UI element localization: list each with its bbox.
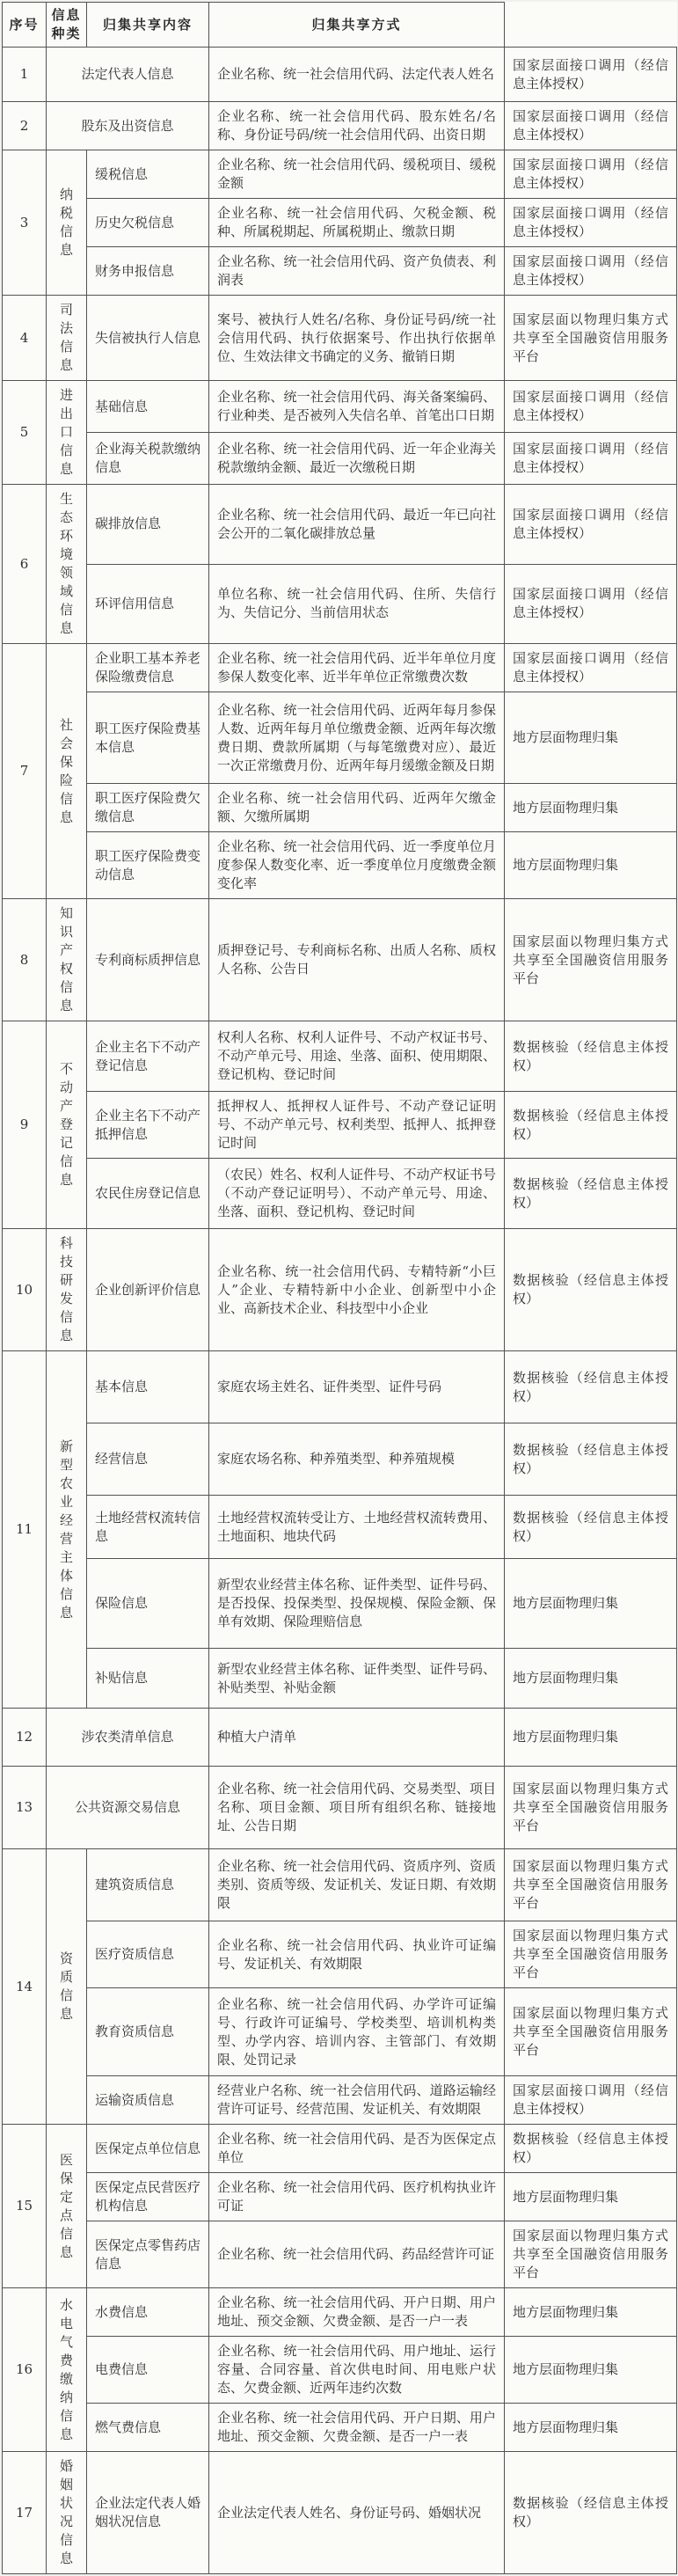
content-cell: 经营业户名称、统一社会信用代码、道路运输经营许可证号、经营范围、发证机关、有效期限 (209, 2076, 505, 2125)
content-cell: 新型农业经营主体名称、证件类型、证件号码、是否投保、投保类型、投保规模、保险金额、保单有效期、保险理赔信息 (209, 1559, 505, 1649)
table-row (3, 1709, 677, 1767)
seq-cell: 8 (3, 899, 47, 1021)
content-cell: 质押登记号、专利商标名称、出质人名称、质权人名称、公告日 (209, 899, 505, 1021)
seq-cell: 16 (3, 2288, 47, 2452)
subcategory-cell: 建筑资质信息 (87, 1849, 209, 1921)
seq-cell: 5 (3, 381, 47, 485)
content-cell: 企业名称、统一社会信用代码、海关备案编码、行业种类、是否被列入失信名单、首笔出口日期 (209, 381, 505, 433)
seq-cell: 7 (3, 644, 47, 899)
method-cell: 数据核验（经信息主体授权） (505, 1351, 677, 1423)
method-cell: 地方层面物理归集 (505, 1649, 677, 1709)
seq-cell: 1 (3, 48, 47, 102)
content-cell: 案号、被执行人姓名/名称、身份证号码/统一社会信用代码、执行依据案号、作出执行依据单位、生效法律文书确定的义务、撤销日期 (209, 296, 505, 381)
content-cell: 企业名称、统一社会信用代码、近一季度单位月度参保人数变化率、近一季度单位月度缴费金额变化率 (209, 832, 505, 899)
content-cell: 家庭农场名称、种养殖类型、种养殖规模 (209, 1423, 505, 1496)
category-cell: 进出口信息 (47, 381, 87, 485)
subcategory-cell: 历史欠税信息 (87, 199, 209, 247)
content-cell: 企业名称、统一社会信用代码、资质序列、资质类别、资质等级、发证机关、发证日期、有效期限 (209, 1849, 505, 1921)
table-row (3, 1559, 677, 1649)
content-cell: 企业名称、统一社会信用代码、近一年企业海关税款缴纳金额、最近一次缴税日期 (209, 433, 505, 485)
subcategory-cell: 失信被执行人信息 (87, 296, 209, 381)
table-row (3, 1021, 677, 1092)
subcategory-cell: 医保定点单位信息 (87, 2125, 209, 2173)
table-row (3, 899, 677, 1021)
column-header-1: 信息种类 (47, 3, 87, 48)
subcategory-cell: 水费信息 (87, 2288, 209, 2337)
method-cell: 国家层面接口调用（经信息主体授权） (505, 644, 677, 692)
category-cell: 新型农业经营主体信息 (47, 1351, 87, 1709)
subcategory-cell: 碳排放信息 (87, 485, 209, 565)
content-cell: 权利人名称、权利人证件号、不动产权证书号、不动产单元号、用途、坐落、面积、使用期限、登记机构、登记时间 (209, 1021, 505, 1092)
info-collection-table (2, 2, 677, 2574)
content-cell: 企业名称、统一社会信用代码、医疗机构执业许可证 (209, 2173, 505, 2221)
subcategory-cell: 补贴信息 (87, 1649, 209, 1709)
table-row (3, 2221, 677, 2288)
subcategory-cell: 职工医疗保险费变动信息 (87, 832, 209, 899)
method-cell: 国家层面接口调用（经信息主体授权） (505, 199, 677, 247)
table-row (3, 1767, 677, 1849)
table-row (3, 1649, 677, 1709)
seq-cell: 15 (3, 2125, 47, 2288)
method-cell: 国家层面接口调用（经信息主体授权） (505, 564, 677, 644)
column-header-2: 归集共享内容 (87, 3, 209, 48)
subcategory-cell: 缓税信息 (87, 150, 209, 199)
subcategory-cell: 基础信息 (87, 381, 209, 433)
table-row (3, 1351, 677, 1423)
method-cell: 数据核验（经信息主体授权） (505, 2125, 677, 2173)
table-row (3, 381, 677, 433)
method-cell: 数据核验（经信息主体授权） (505, 1229, 677, 1351)
subcategory-cell: 环评信用信息 (87, 564, 209, 644)
subcategory-cell: 财务申报信息 (87, 247, 209, 296)
seq-cell: 10 (3, 1229, 47, 1351)
subcategory-cell: 教育资质信息 (87, 1988, 209, 2076)
method-cell: 地方层面物理归集 (505, 1559, 677, 1649)
table-row (3, 644, 677, 692)
method-cell: 数据核验（经信息主体授权） (505, 1159, 677, 1229)
method-cell: 国家层面接口调用（经信息主体授权） (505, 485, 677, 565)
subcategory-cell: 职工医疗保险费基本信息 (87, 692, 209, 784)
table-row (3, 2125, 677, 2173)
content-cell: 企业名称、统一社会信用代码、股东姓名/名称、身份证号码/统一社会信用代码、出资日期 (209, 102, 505, 150)
method-cell: 地方层面物理归集 (505, 784, 677, 832)
column-header-0: 序号 (3, 3, 47, 48)
subcategory-cell: 企业法定代表人婚姻状况信息 (87, 2452, 209, 2574)
content-cell: 企业名称、统一社会信用代码、欠税金额、税种、所属税期起、所属税期止、缴款日期 (209, 199, 505, 247)
table-row (3, 1988, 677, 2076)
category-cell: 司法信息 (47, 296, 87, 381)
table-row (3, 1092, 677, 1159)
subcategory-cell: 医保定点民营医疗机构信息 (87, 2173, 209, 2221)
category-cell: 纳税信息 (47, 150, 87, 296)
seq-cell: 4 (3, 296, 47, 381)
category-cell: 公共资源交易信息 (47, 1767, 209, 1849)
method-cell: 地方层面物理归集 (505, 2337, 677, 2404)
content-cell: 家庭农场主姓名、证件类型、证件号码 (209, 1351, 505, 1423)
category-cell: 知识产权信息 (47, 899, 87, 1021)
table-body (3, 48, 677, 2574)
seq-cell: 13 (3, 1767, 47, 1849)
table-header (3, 3, 677, 48)
method-cell: 地方层面物理归集 (505, 692, 677, 784)
table-row (3, 433, 677, 485)
method-cell: 地方层面物理归集 (505, 1709, 677, 1767)
method-cell: 国家层面接口调用（经信息主体授权） (505, 48, 677, 102)
seq-cell: 14 (3, 1849, 47, 2125)
content-cell: 企业名称、统一社会信用代码、用户地址、运行容量、合同容量、首次供电时间、用电账户状态、欠费金额、近两年违约次数 (209, 2337, 505, 2404)
content-cell: 抵押权人、抵押权人证件号、不动产登记证明号、不动产单元号、权利类型、抵押人、抵押登记时间 (209, 1092, 505, 1159)
method-cell: 数据核验（经信息主体授权） (505, 1496, 677, 1559)
content-cell: 企业名称、统一社会信用代码、交易类型、项目名称、项目金额、项目所有组织名称、链接地址、公告日期 (209, 1767, 505, 1849)
category-cell: 医保定点信息 (47, 2125, 87, 2288)
subcategory-cell: 企业海关税款缴纳信息 (87, 433, 209, 485)
table-row (3, 2288, 677, 2337)
method-cell: 国家层面以物理归集方式共享至全国融资信用服务平台 (505, 899, 677, 1021)
content-cell: 企业名称、统一社会信用代码、法定代表人姓名 (209, 48, 505, 102)
category-cell: 资质信息 (47, 1849, 87, 2125)
table-row (3, 296, 677, 381)
method-cell: 数据核验（经信息主体授权） (505, 1092, 677, 1159)
column-header-3: 归集共享方式 (209, 3, 505, 48)
subcategory-cell: 企业创新评价信息 (87, 1229, 209, 1351)
category-cell: 股东及出资信息 (47, 102, 209, 150)
table-row (3, 1229, 677, 1351)
content-cell: 企业名称、统一社会信用代码、是否为医保定点单位 (209, 2125, 505, 2173)
table-row (3, 2404, 677, 2452)
table-row (3, 199, 677, 247)
table-row (3, 1921, 677, 1988)
table-row (3, 150, 677, 199)
method-cell: 地方层面物理归集 (505, 2404, 677, 2452)
method-cell: 国家层面接口调用（经信息主体授权） (505, 150, 677, 199)
table-row (3, 564, 677, 644)
table-row (3, 832, 677, 899)
seq-cell: 2 (3, 102, 47, 150)
header-row (3, 3, 677, 48)
method-cell: 国家层面接口调用（经信息主体授权） (505, 381, 677, 433)
subcategory-cell: 保险信息 (87, 1559, 209, 1649)
content-cell: 企业名称、统一社会信用代码、开户日期、用户地址、预交金额、欠费金额、是否一户一表 (209, 2404, 505, 2452)
method-cell: 国家层面以物理归集方式共享至全国融资信用服务平台 (505, 1849, 677, 1921)
content-cell: 新型农业经营主体名称、证件类型、证件号码、补贴类型、补贴金额 (209, 1649, 505, 1709)
table-row (3, 485, 677, 565)
table-row (3, 2173, 677, 2221)
content-cell: 土地经营权流转受让方、土地经营权流转费用、土地面积、地块代码 (209, 1496, 505, 1559)
method-cell: 国家层面接口调用（经信息主体授权） (505, 247, 677, 296)
category-cell: 社会保险信息 (47, 644, 87, 899)
table-row (3, 784, 677, 832)
method-cell: 国家层面接口调用（经信息主体授权） (505, 2076, 677, 2125)
subcategory-cell: 企业职工基本养老保险缴费信息 (87, 644, 209, 692)
seq-cell: 6 (3, 485, 47, 644)
seq-cell: 17 (3, 2452, 47, 2574)
table-row (3, 692, 677, 784)
subcategory-cell: 企业主名下不动产登记信息 (87, 1021, 209, 1092)
table-row (3, 1496, 677, 1559)
table-row (3, 102, 677, 150)
category-cell: 涉农类清单信息 (47, 1709, 209, 1767)
method-cell: 国家层面以物理归集方式共享至全国融资信用服务平台 (505, 1921, 677, 1988)
seq-cell: 11 (3, 1351, 47, 1709)
subcategory-cell: 企业主名下不动产抵押信息 (87, 1092, 209, 1159)
method-cell: 地方层面物理归集 (505, 832, 677, 899)
subcategory-cell: 基本信息 (87, 1351, 209, 1423)
table-row (3, 247, 677, 296)
method-cell: 数据核验（经信息主体授权） (505, 1423, 677, 1496)
table-row (3, 48, 677, 102)
category-cell: 不动产登记信息 (47, 1021, 87, 1229)
method-cell: 国家层面接口调用（经信息主体授权） (505, 102, 677, 150)
content-cell: 企业名称、统一社会信用代码、缓税项目、缓税金额 (209, 150, 505, 199)
method-cell: 国家层面以物理归集方式共享至全国融资信用服务平台 (505, 1767, 677, 1849)
seq-cell: 12 (3, 1709, 47, 1767)
content-cell: 企业名称、统一社会信用代码、开户日期、用户地址、预交金额、欠费金额、是否一户一表 (209, 2288, 505, 2337)
category-cell: 水电气费缴纳信息 (47, 2288, 87, 2452)
table-row (3, 2076, 677, 2125)
method-cell: 国家层面以物理归集方式共享至全国融资信用服务平台 (505, 296, 677, 381)
table-row (3, 2452, 677, 2574)
content-cell: 企业名称、统一社会信用代码、办学许可证编号、行政许可证编号、学校类型、培训机构类型、办学内容、培训内容、主管部门、有效期限、处罚记录 (209, 1988, 505, 2076)
category-cell: 法定代表人信息 (47, 48, 209, 102)
category-cell: 婚姻状况信息 (47, 2452, 87, 2574)
table-row (3, 1423, 677, 1496)
content-cell: 企业名称、统一社会信用代码、专精特新“小巨人”企业、专精特新中小企业、创新型中小企业、高新技术企业、科技型中小企业 (209, 1229, 505, 1351)
content-cell: （农民）姓名、权利人证件号、不动产权证书号（不动产登记证明号）、不动产单元号、用途、坐落、面积、登记机构、登记时间 (209, 1159, 505, 1229)
method-cell: 数据核验（经信息主体授权） (505, 1021, 677, 1092)
table-row (3, 2337, 677, 2404)
content-cell: 企业名称、统一社会信用代码、近两年欠缴金额、欠缴所属期 (209, 784, 505, 832)
content-cell: 企业名称、统一社会信用代码、药品经营许可证 (209, 2221, 505, 2288)
method-cell: 国家层面以物理归集方式共享至全国融资信用服务平台 (505, 2221, 677, 2288)
content-cell: 单位名称、统一社会信用代码、住所、失信行为、失信记分、当前信用状态 (209, 564, 505, 644)
content-cell: 企业名称、统一社会信用代码、近半年单位月度参保人数变化率、近半年单位正常缴费次数 (209, 644, 505, 692)
subcategory-cell: 医保定点零售药店信息 (87, 2221, 209, 2288)
content-cell: 种植大户清单 (209, 1709, 505, 1767)
category-cell: 科技研发信息 (47, 1229, 87, 1351)
content-cell: 企业名称、统一社会信用代码、近两年每月参保人数、近两年每月单位缴费金额、近两年每次缴费日期、费款所属期（与每笔缴费对应）、最近一次正常缴费月份、近两年每月缓缴金额及日期 (209, 692, 505, 784)
subcategory-cell: 电费信息 (87, 2337, 209, 2404)
method-cell: 数据核验（经信息主体授权） (505, 2452, 677, 2574)
category-cell: 生态环境领域信息 (47, 485, 87, 644)
subcategory-cell: 运输资质信息 (87, 2076, 209, 2125)
method-cell: 国家层面以物理归集方式共享至全国融资信用服务平台 (505, 1988, 677, 2076)
subcategory-cell: 农民住房登记信息 (87, 1159, 209, 1229)
subcategory-cell: 医疗资质信息 (87, 1921, 209, 1988)
seq-cell: 3 (3, 150, 47, 296)
content-cell: 企业名称、统一社会信用代码、最近一年已向社会公开的二氧化碳排放总量 (209, 485, 505, 565)
subcategory-cell: 燃气费信息 (87, 2404, 209, 2452)
method-cell: 国家层面接口调用（经信息主体授权） (505, 433, 677, 485)
subcategory-cell: 经营信息 (87, 1423, 209, 1496)
seq-cell: 9 (3, 1021, 47, 1229)
table-row (3, 1159, 677, 1229)
content-cell: 企业法定代表人姓名、身份证号码、婚姻状况 (209, 2452, 505, 2574)
content-cell: 企业名称、统一社会信用代码、资产负债表、利润表 (209, 247, 505, 296)
subcategory-cell: 土地经营权流转信息 (87, 1496, 209, 1559)
table-row (3, 1849, 677, 1921)
subcategory-cell: 职工医疗保险费欠缴信息 (87, 784, 209, 832)
content-cell: 企业名称、统一社会信用代码、执业许可证编号、发证机关、有效期限 (209, 1921, 505, 1988)
subcategory-cell: 专利商标质押信息 (87, 899, 209, 1021)
method-cell: 地方层面物理归集 (505, 2288, 677, 2337)
method-cell: 地方层面物理归集 (505, 2173, 677, 2221)
